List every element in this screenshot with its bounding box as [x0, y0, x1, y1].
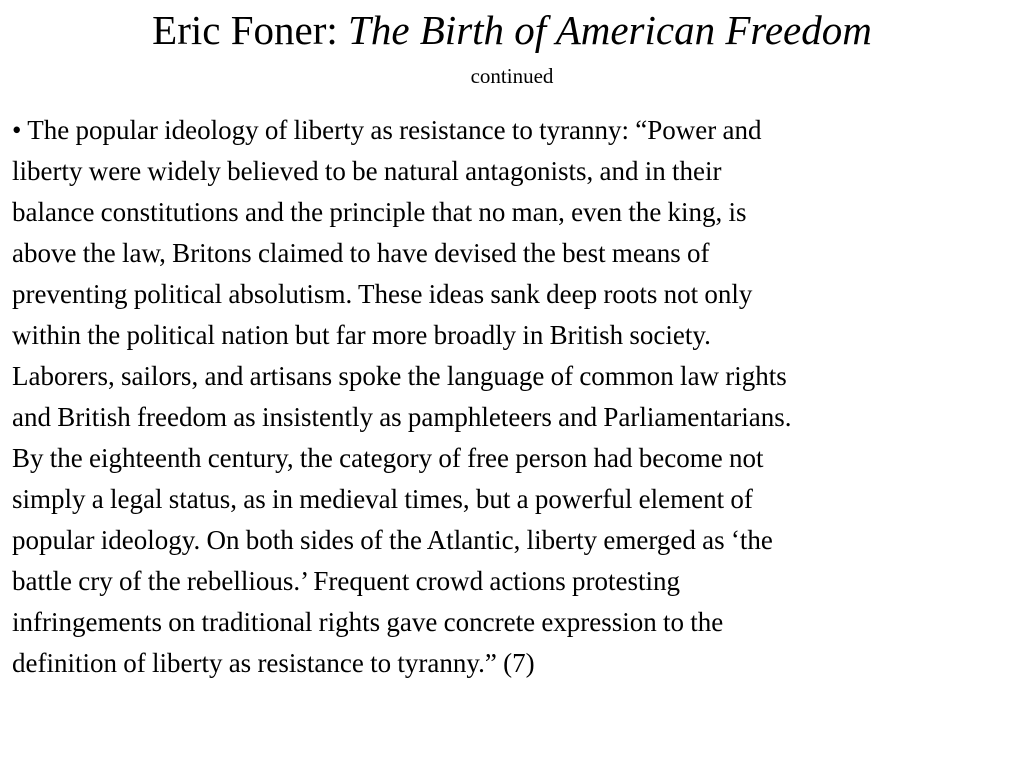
quote-text: The popular ideology of liberty as resistance to tyranny: “Power and liberty were widely believed to be natural antagonists, and in their balance constitutions and the principle that no man, even the king, is above the law, Britons claimed to have devised the best means of preventing political absolutism. These ideas sank deep roots not only within the political nation but far more broadly in British society. Laborers, sailors, and artisans spoke the language of common law rights and British freedom as insistently as pamphleteers and Parliamentarians. By the eighteenth century, the category of free person had become not simply a legal status, as in medieval times, but a powerful element of popular ideology. On both sides of the Atlantic, liberty emerged as ‘the battle cry of the rebellious.’ Frequent crowd actions protesting infringements on traditional rights gave concrete expression to the definition of liberty as resistance to tyranny.” (7) — [12, 115, 792, 678]
bullet-paragraph — [12, 110, 1014, 684]
title-work: The Birth of American Freedom — [348, 7, 872, 53]
title-author: Eric Foner: — [152, 7, 349, 53]
slide-subtitle: continued — [470, 64, 554, 88]
bullet-marker: • — [12, 115, 22, 145]
slide-title — [0, 4, 1024, 56]
